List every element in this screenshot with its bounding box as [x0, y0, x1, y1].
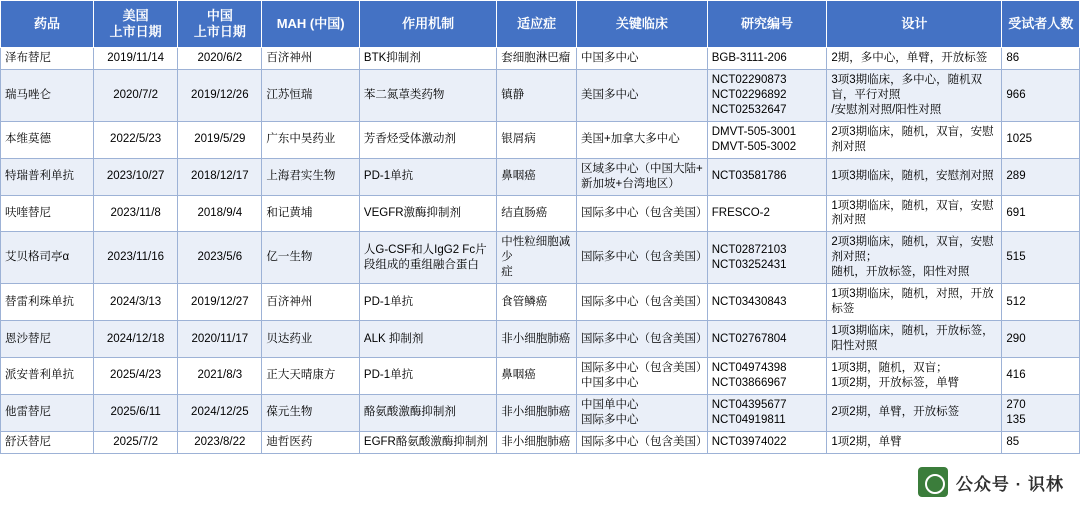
cell-reg_no: NCT02767804: [707, 321, 827, 358]
cell-indication: 鼻咽癌: [497, 357, 577, 394]
watermark-text: 公众号 · 识林: [955, 474, 1064, 494]
cell-design: 1项3期临床，随机，开放标签，阳性对照: [827, 321, 1002, 358]
cell-moa: [359, 232, 496, 284]
cell-line: 中性粒细胞减少: [501, 236, 571, 264]
cell-design: 2项3期临床，随机，双盲，安慰剂对照: [827, 121, 1002, 158]
cell-cn_date: 2018/9/4: [178, 195, 262, 232]
cell-cn_date: 2023/8/22: [178, 431, 262, 453]
cell-cn_date: 2024/12/25: [178, 394, 262, 431]
cell-name: 呋喹替尼: [1, 195, 94, 232]
cell-us_date: 2023/11/16: [94, 232, 178, 284]
cell-line: /安慰剂对照/阳性对照: [831, 103, 942, 116]
cell-indication: 镇静: [497, 69, 577, 121]
cell-mah: 葆元生物: [262, 394, 359, 431]
cell-cn_date: 2019/5/29: [178, 121, 262, 158]
table-header: [1, 1, 1080, 48]
cell-indication: 非小细胞肺癌: [497, 394, 577, 431]
cell-indication: 食管鳞癌: [497, 284, 577, 321]
cell-indication: [497, 232, 577, 284]
cell-indication: 结直肠癌: [497, 195, 577, 232]
cell-moa: PD-1单抗: [359, 357, 496, 394]
cell-us_date: 2024/12/18: [94, 321, 178, 358]
cell-line: 1项2期，开放标签，单臂: [831, 376, 960, 389]
cell-name: 替雷利珠单抗: [1, 284, 94, 321]
cell-subjects: 966: [1002, 69, 1080, 121]
cell-line: 国际多中心（包含美国）: [581, 361, 708, 374]
column-header-moa: 作用机制: [359, 1, 496, 48]
cell-mah: 上海君实生物: [262, 158, 359, 195]
cell-us_date: 2023/10/27: [94, 158, 178, 195]
cell-mah: 贝达药业: [262, 321, 359, 358]
table-row: [1, 195, 1080, 232]
table-row: [1, 284, 1080, 321]
cell-moa: ALK 抑制剂: [359, 321, 496, 358]
cell-key_trial: [577, 394, 708, 431]
cell-design: 1项2期，单臂: [827, 431, 1002, 453]
cell-moa: 芳香烃受体激动剂: [359, 121, 496, 158]
cell-name: 派安普利单抗: [1, 357, 94, 394]
cell-line: NCT02290873: [711, 73, 787, 86]
cell-cn_date: 2018/12/17: [178, 158, 262, 195]
cell-reg_no: [707, 69, 827, 121]
cell-key_trial: 美国+加拿大多中心: [577, 121, 708, 158]
cell-key_trial: 国际多中心（包含美国）: [577, 284, 708, 321]
table-row: [1, 48, 1080, 70]
cell-mah: 迪哲医药: [262, 431, 359, 453]
cell-line: NCT04974398: [711, 361, 787, 374]
watermark: [918, 467, 1064, 497]
cell-line: NCT02872103: [711, 243, 787, 256]
column-header-mah: MAH (中国): [262, 1, 359, 48]
cell-mah: 亿一生物: [262, 232, 359, 284]
cell-cn_date: 2021/8/3: [178, 357, 262, 394]
cell-line: 135: [1006, 413, 1026, 426]
cell-name: 本维莫德: [1, 121, 94, 158]
column-header-us_date: [94, 1, 178, 48]
cell-key_trial: [577, 357, 708, 394]
cell-line: 人G-CSF和人IgG2 Fc片: [363, 243, 487, 256]
cell-us_date: 2020/7/2: [94, 69, 178, 121]
column-header-line: 中国: [206, 7, 233, 23]
cell-name: 恩沙替尼: [1, 321, 94, 358]
cell-us_date: 2025/4/23: [94, 357, 178, 394]
cell-line: 3项3期临床，多中心，随机双盲，平行对照: [831, 73, 983, 101]
cell-subjects: 290: [1002, 321, 1080, 358]
table-row: [1, 121, 1080, 158]
cell-reg_no: [707, 394, 827, 431]
cell-indication: 鼻咽癌: [497, 158, 577, 195]
cell-name: 艾贝格司亭α: [1, 232, 94, 284]
cell-reg_no: [707, 232, 827, 284]
cell-indication: 套细胞淋巴瘤: [497, 48, 577, 70]
table-row: [1, 431, 1080, 453]
table-row: [1, 69, 1080, 121]
table-row: [1, 394, 1080, 431]
cell-line: 随机，开放标签，阳性对照: [831, 266, 970, 279]
table-row: [1, 232, 1080, 284]
cell-subjects: 1025: [1002, 121, 1080, 158]
cell-design: [827, 232, 1002, 284]
cell-design: [827, 357, 1002, 394]
cell-subjects: 289: [1002, 158, 1080, 195]
cell-line: 症: [501, 266, 513, 279]
cell-name: 特瑞普利单抗: [1, 158, 94, 195]
column-header-indication: 适应症: [497, 1, 577, 48]
cell-subjects: 86: [1002, 48, 1080, 70]
cell-name: 舒沃替尼: [1, 431, 94, 453]
cell-key_trial: 国际多中心（包含美国）: [577, 321, 708, 358]
cell-subjects: 691: [1002, 195, 1080, 232]
cell-line: 国际多中心: [581, 413, 639, 426]
cell-moa: PD-1单抗: [359, 158, 496, 195]
cell-line: DMVT-505-3001: [711, 125, 797, 138]
cell-reg_no: BGB-3111-206: [707, 48, 827, 70]
cell-line: 段组成的重组融合蛋白: [363, 258, 479, 271]
cell-indication: 非小细胞肺癌: [497, 321, 577, 358]
cell-moa: PD-1单抗: [359, 284, 496, 321]
column-header-line: 美国: [122, 7, 149, 23]
cell-line: DMVT-505-3002: [711, 140, 797, 153]
cell-line: 270: [1006, 398, 1026, 411]
cell-us_date: 2025/6/11: [94, 394, 178, 431]
cell-us_date: 2024/3/13: [94, 284, 178, 321]
column-header-reg_no: 研究编号: [707, 1, 827, 48]
cell-moa: VEGFR激酶抑制剂: [359, 195, 496, 232]
cell-key_trial: [577, 158, 708, 195]
watermark-logo-icon: [918, 467, 948, 497]
cell-line: 1项3期，随机，双盲；: [831, 361, 948, 374]
cell-mah: 百济神州: [262, 48, 359, 70]
cell-subjects: 512: [1002, 284, 1080, 321]
cell-reg_no: NCT03581786: [707, 158, 827, 195]
cell-subjects: 85: [1002, 431, 1080, 453]
cell-key_trial: 国际多中心（包含美国）: [577, 431, 708, 453]
table-row: [1, 321, 1080, 358]
cell-line: NCT03866967: [711, 376, 787, 389]
cell-name: 他雷替尼: [1, 394, 94, 431]
cell-design: 1项3期临床，随机，双盲，安慰剂对照: [827, 195, 1002, 232]
cell-subjects: 515: [1002, 232, 1080, 284]
cell-name: 泽布替尼: [1, 48, 94, 70]
column-header-line: 上市日期: [193, 24, 246, 39]
cell-indication: 非小细胞肺癌: [497, 431, 577, 453]
column-header-subjects: 受试者人数: [1002, 1, 1080, 48]
table-body: [1, 48, 1080, 454]
column-header-cn_date: [178, 1, 262, 48]
table-row: [1, 158, 1080, 195]
cell-line: NCT03252431: [711, 258, 787, 271]
cell-line: 2项3期临床，随机，双盲，安慰剂对照；: [831, 236, 994, 264]
table-header-row: [1, 1, 1080, 48]
cell-line: NCT04919811: [711, 413, 786, 426]
cell-design: [827, 69, 1002, 121]
cell-reg_no: [707, 121, 827, 158]
column-header-line: 上市日期: [109, 24, 162, 39]
column-header-key_trial: 关键临床: [577, 1, 708, 48]
cell-line: NCT02532647: [711, 103, 787, 116]
cell-mah: 和记黄埔: [262, 195, 359, 232]
cell-design: 2项2期，单臂，开放标签: [827, 394, 1002, 431]
cell-key_trial: 国际多中心（包含美国）: [577, 232, 708, 284]
cell-line: 中国多中心: [581, 376, 639, 389]
cell-mah: 百济神州: [262, 284, 359, 321]
cell-line: NCT02296892: [711, 88, 787, 101]
cell-name: 瑞马唑仑: [1, 69, 94, 121]
cell-cn_date: 2020/6/2: [178, 48, 262, 70]
cell-moa: EGFR酪氨酸激酶抑制剂: [359, 431, 496, 453]
column-header-name: 药品: [1, 1, 94, 48]
cell-us_date: 2025/7/2: [94, 431, 178, 453]
cell-key_trial: 美国多中心: [577, 69, 708, 121]
column-header-design: 设计: [827, 1, 1002, 48]
cell-moa: BTK抑制剂: [359, 48, 496, 70]
table-row: [1, 357, 1080, 394]
cell-reg_no: [707, 357, 827, 394]
cell-moa: 酪氨酸激酶抑制剂: [359, 394, 496, 431]
cell-reg_no: FRESCO-2: [707, 195, 827, 232]
cell-design: 1项3期临床，随机，对照，开放标签: [827, 284, 1002, 321]
cell-subjects: [1002, 394, 1080, 431]
cell-key_trial: 中国多中心: [577, 48, 708, 70]
cell-mah: 江苏恒瑞: [262, 69, 359, 121]
cell-cn_date: 2020/11/17: [178, 321, 262, 358]
cell-cn_date: 2019/12/26: [178, 69, 262, 121]
cell-key_trial: 国际多中心（包含美国）: [577, 195, 708, 232]
cell-us_date: 2023/11/8: [94, 195, 178, 232]
cell-indication: 银屑病: [497, 121, 577, 158]
cell-us_date: 2019/11/14: [94, 48, 178, 70]
cell-subjects: 416: [1002, 357, 1080, 394]
cell-cn_date: 2019/12/27: [178, 284, 262, 321]
cell-us_date: 2022/5/23: [94, 121, 178, 158]
cell-line: NCT04395677: [711, 398, 787, 411]
cell-cn_date: 2023/5/6: [178, 232, 262, 284]
cell-reg_no: NCT03430843: [707, 284, 827, 321]
cell-line: 新加坡+台湾地区）: [581, 177, 680, 190]
cell-line: 中国单中心: [581, 398, 639, 411]
cell-mah: 正大天晴康方: [262, 357, 359, 394]
cell-design: 1项3期临床，随机，安慰剂对照: [827, 158, 1002, 195]
cell-line: 区域多中心（中国大陆+: [581, 162, 703, 175]
cell-mah: 广东中昊药业: [262, 121, 359, 158]
cell-reg_no: NCT03974022: [707, 431, 827, 453]
cell-moa: 苯二氮䓬类药物: [359, 69, 496, 121]
cell-design: 2期，多中心，单臂，开放标签: [827, 48, 1002, 70]
